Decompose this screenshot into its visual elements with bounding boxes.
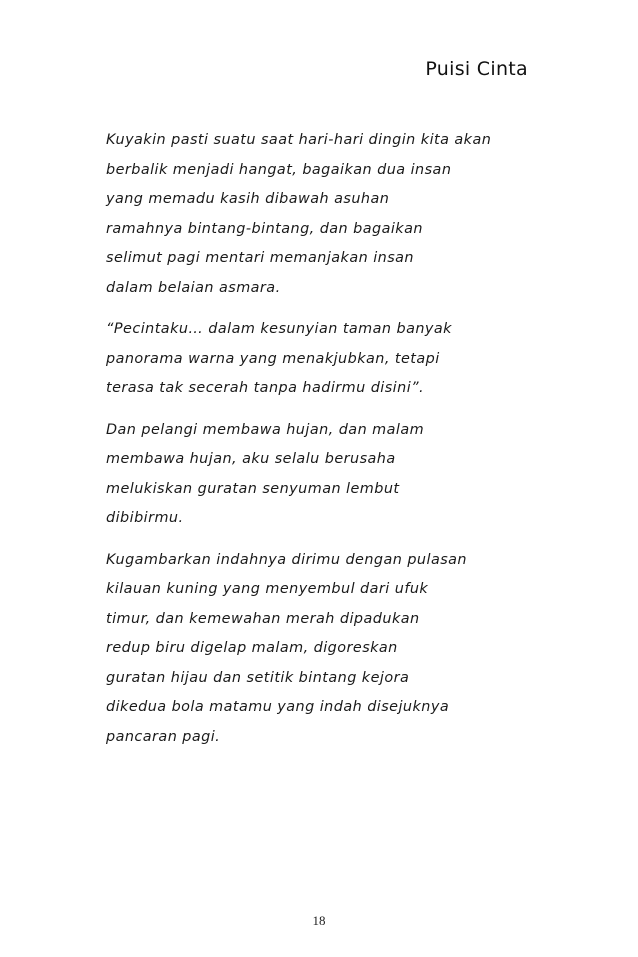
page-title: Puisi Cinta	[425, 58, 528, 80]
page-number: 18	[312, 913, 326, 928]
stanza-1	[106, 126, 546, 303]
poem-body	[106, 126, 546, 752]
poem-line: timur, dan kemewahan merah dipadukan	[106, 610, 420, 627]
poem-line: guratan hijau dan setitik bintang kejora	[106, 669, 410, 686]
poem-line: redup biru digelap malam, digoreskan	[106, 640, 398, 656]
poem-line: terasa tak secerah tanpa hadirmu disini”.	[106, 380, 425, 396]
poem-line: ramahnya bintang-bintang, dan bagaikan	[106, 220, 423, 237]
poem-line: Kugambarkan indahnya dirimu dengan pulasan	[106, 551, 468, 568]
poem-line: melukiskan guratan senyuman lembut	[106, 480, 400, 497]
poem-line: berbalik menjadi hangat, bagaikan dua insan	[106, 161, 452, 178]
stanza-4	[106, 546, 546, 753]
poem-line: Kuyakin pasti suatu saat hari-hari dingin kita akan	[106, 132, 492, 148]
poem-line: panorama warna yang menakjubkan, tetapi	[106, 350, 440, 367]
poem-line: dibibirmu.	[106, 510, 184, 526]
stanza-3	[106, 416, 546, 534]
poem-line: yang memadu kasih dibawah asuhan	[106, 191, 390, 207]
poem-line: dikedua bola matamu yang indah disejuknya	[106, 699, 450, 715]
poem-line: dalam belaian asmara.	[106, 279, 281, 296]
poem-line: membawa hujan, aku selalu berusaha	[106, 451, 396, 467]
poem-line: selimut pagi mentari memanjakan insan	[106, 250, 415, 266]
poem-line: “Pecintaku… dalam kesunyian taman banyak	[106, 321, 452, 337]
poem-line: pancaran pagi.	[106, 728, 221, 745]
stanza-2	[106, 315, 546, 404]
poem-line: kilauan kuning yang menyembul dari ufuk	[106, 581, 429, 597]
poem-line: Dan pelangi membawa hujan, dan malam	[106, 421, 425, 438]
